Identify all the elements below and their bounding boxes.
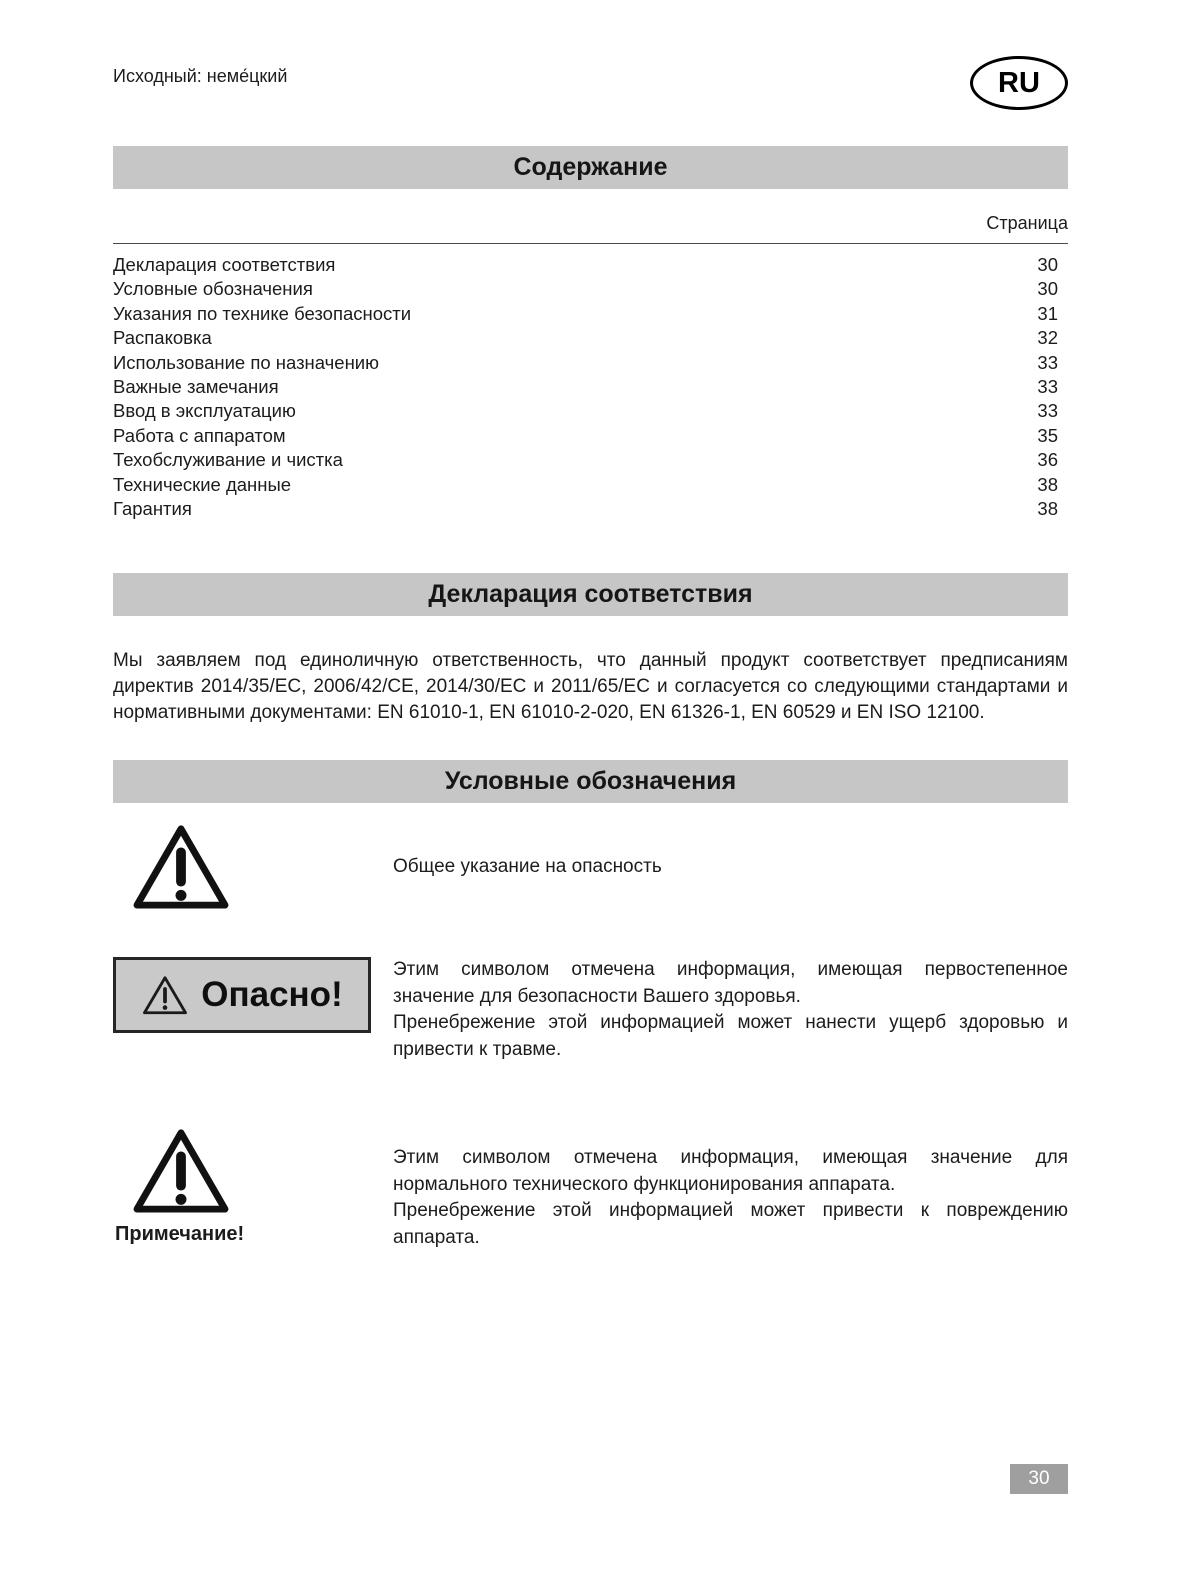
symbol-description: Общее указание на опасность xyxy=(393,856,662,878)
toc-item-page: 33 xyxy=(1037,351,1058,373)
toc-item xyxy=(113,351,1068,375)
toc-item xyxy=(113,375,1068,399)
language-badge-label: RU xyxy=(998,66,1040,99)
toc-page-column-label: Страница xyxy=(986,213,1068,233)
symbol-row-general xyxy=(113,823,1068,911)
toc-item-page: 30 xyxy=(1037,254,1058,275)
toc-item-label: Работа с аппаратом xyxy=(113,424,286,446)
toc-item-label: Гарантия xyxy=(113,498,192,520)
toc-item-label: Технические данные xyxy=(113,473,292,495)
toc-item-page: 30 xyxy=(1037,278,1058,300)
symbol-description xyxy=(393,1127,1068,1251)
symbol-row-note xyxy=(113,1127,1068,1251)
danger-description-secondary: Пренебрежение этой информацией может нанести ущерб здоровью и привести к травме. xyxy=(393,1012,1068,1060)
toc-item-label: Указания по технике безопасности xyxy=(113,302,412,324)
symbol-row-danger xyxy=(113,957,1068,1063)
toc-item-page: 33 xyxy=(1037,400,1058,422)
toc-item-label: Ввод в эксплуатацию xyxy=(113,400,296,422)
danger-label-box xyxy=(113,957,371,1033)
toc-item xyxy=(113,326,1068,350)
symbol-icon-column xyxy=(113,823,393,911)
toc-list xyxy=(113,253,1068,521)
toc-item xyxy=(113,302,1068,326)
symbol-icon-column xyxy=(113,957,393,1033)
section-title-symbols: Условные обозначения xyxy=(113,760,1068,803)
toc-item-page: 38 xyxy=(1037,498,1058,520)
danger-description-primary: Этим символом отмечена информация, имеющая первостепенное значение для безопасности Вашего здоровья. xyxy=(393,959,1068,1007)
toc-item-page: 31 xyxy=(1037,302,1058,324)
section-title-declaration: Декларация соответствия xyxy=(113,573,1068,616)
section-title-contents: Содержание xyxy=(113,146,1068,189)
toc-item-label: Распаковка xyxy=(113,327,212,349)
toc-item xyxy=(113,473,1068,497)
toc-item xyxy=(113,497,1068,521)
note-description-secondary: Пренебрежение этой информацией может привести к повреждению аппарата. xyxy=(393,1200,1068,1248)
page-header xyxy=(113,0,1068,110)
toc-item-label: Важные замечания xyxy=(113,376,279,398)
toc-item-page: 36 xyxy=(1037,449,1058,471)
toc-item-page: 35 xyxy=(1037,424,1058,446)
danger-label: Опасно! xyxy=(201,975,343,1015)
warning-triangle-icon xyxy=(141,974,189,1016)
toc-item-label: Условные обозначения xyxy=(113,278,313,300)
toc-item-label: Декларация соответствия xyxy=(113,254,336,275)
toc-item-label: Использование по назначению xyxy=(113,351,380,373)
toc-divider xyxy=(113,243,1068,244)
toc-item xyxy=(113,424,1068,448)
warning-triangle-icon xyxy=(131,1127,231,1215)
note-label: Примечание! xyxy=(115,1223,245,1246)
footer-page-number: 30 xyxy=(1010,1464,1068,1494)
language-badge xyxy=(970,56,1068,110)
toc-item xyxy=(113,399,1068,423)
warning-triangle-icon xyxy=(131,823,231,911)
toc-item-page: 33 xyxy=(1037,376,1058,398)
toc-item-page: 32 xyxy=(1037,327,1058,349)
symbol-description xyxy=(393,957,1068,1063)
original-language-note: Исходный: неме́цкий xyxy=(113,66,288,86)
toc-item xyxy=(113,448,1068,472)
symbol-icon-column xyxy=(113,1127,393,1246)
toc-item xyxy=(113,277,1068,301)
toc-item-label: Техобслуживание и чистка xyxy=(113,449,343,471)
declaration-paragraph: Мы заявляем под единоличную ответственность, что данный продукт соответствует предписаниям директив 2014/35/EC, 2006/42/CE, 2014/30/EC и 2011/65/EC и согласуется со следующими стандартами и нормативными документами: EN 61010-1, EN 61010-2-020, EN 61326-1, EN 60529 и EN ISO 12100. xyxy=(113,650,1068,724)
toc-item xyxy=(113,253,1068,277)
note-description-primary: Этим символом отмечена информация, имеющая значение для нормального технического функционирования аппарата. xyxy=(393,1147,1068,1195)
toc-item-page: 38 xyxy=(1037,473,1058,495)
